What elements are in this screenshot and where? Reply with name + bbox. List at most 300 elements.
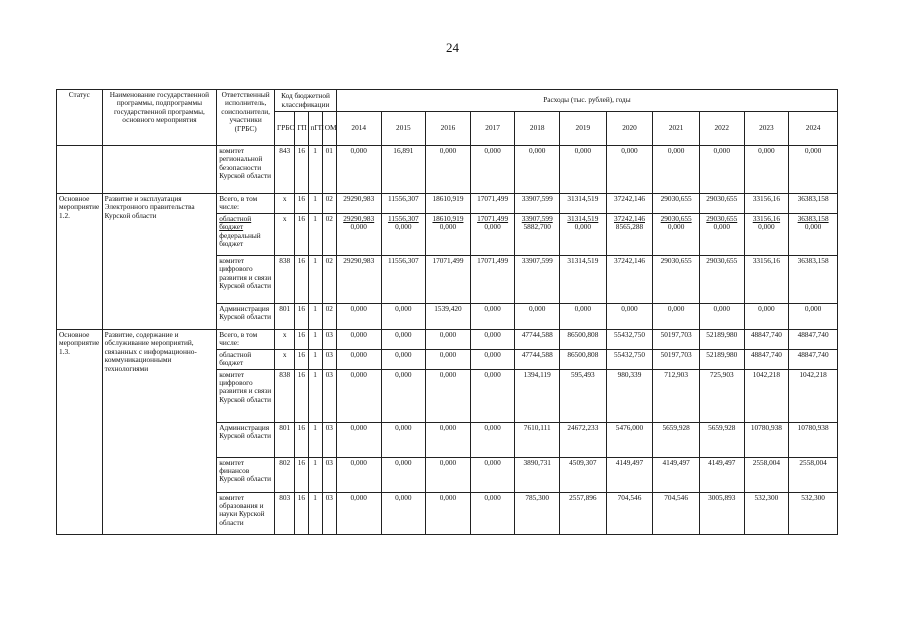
table-row: [57, 194, 838, 214]
amount-cell: [653, 369, 700, 422]
code-om-cell: 02: [322, 256, 336, 304]
amount-value: 0,000: [667, 304, 685, 313]
amount-value: 0,000: [395, 422, 412, 432]
amount-cell: [744, 369, 789, 422]
amount-value: 0,000: [439, 146, 457, 155]
header-responsible: Ответственный исполнитель, соисполнители, участники (ГРБС): [217, 90, 275, 146]
amount-value: 0,000: [395, 369, 412, 379]
amount-cell: [744, 422, 789, 457]
amount-cell: [336, 369, 381, 422]
amount-cell: [789, 492, 838, 534]
amount-value: 4149,497: [615, 457, 644, 467]
code-pgp-cell: 1: [308, 146, 322, 194]
amount-value: 33156,16: [752, 214, 781, 223]
amount-cell: [381, 349, 426, 369]
amount-cell: [699, 349, 744, 369]
amount-cell: [426, 330, 471, 350]
amount-cell: [744, 194, 789, 214]
amount-value: 0,000: [484, 457, 501, 467]
header-year: 2021: [653, 112, 700, 146]
code-gp-cell: 16: [295, 457, 308, 492]
amount-value: 0,000: [350, 492, 367, 502]
amount-value: 37242,146: [613, 194, 645, 203]
code-om-cell: 03: [322, 330, 336, 350]
amount-value: 37242,146: [613, 214, 645, 223]
amount-value: 18610,919: [432, 194, 464, 203]
amount-value: 4149,497: [708, 457, 736, 467]
amount-value-secondary: 8565,288: [615, 222, 644, 232]
amount-value: 532,300: [754, 492, 779, 502]
responsible-label: комитет финансов Курской области: [219, 457, 272, 484]
code-om-cell: 03: [322, 349, 336, 369]
code-pgp-cell: 1: [308, 457, 322, 492]
amount-cell: [426, 349, 471, 369]
code-grbs-cell: 802: [275, 457, 295, 492]
amount-cell: [606, 256, 653, 304]
amount-cell: [606, 422, 653, 457]
amount-value: 0,000: [439, 330, 457, 339]
amount-value: 29030,655: [660, 194, 692, 203]
amount-cell: [336, 214, 381, 256]
amount-value: 4509,307: [569, 457, 597, 467]
amount-value: 3005,893: [708, 492, 736, 502]
amount-value: 10780,938: [797, 422, 829, 432]
amount-value: 0,000: [621, 146, 638, 155]
amount-value: 29290,983: [343, 214, 375, 223]
amount-value-secondary: 0,000: [758, 222, 775, 232]
amount-value: 0,000: [484, 330, 501, 339]
amount-value: 48847,740: [750, 330, 782, 339]
amount-value: 712,903: [664, 369, 688, 379]
amount-value: 50197,703: [660, 330, 692, 339]
header-code-col: пГП: [308, 112, 322, 146]
amount-cell: [789, 457, 838, 492]
amount-cell: [336, 194, 381, 214]
amount-value: 0,000: [713, 146, 730, 155]
amount-cell: [789, 146, 838, 194]
amount-cell: [606, 492, 653, 534]
amount-cell: [336, 457, 381, 492]
amount-cell: [699, 256, 744, 304]
header-expenses: Расходы (тыс. рублей), годы: [336, 90, 837, 112]
amount-cell: [744, 304, 789, 330]
amount-value: 47744,588: [521, 349, 553, 359]
code-gp-cell: 16: [295, 349, 308, 369]
amount-value: 11556,307: [387, 214, 419, 223]
amount-cell: [653, 492, 700, 534]
code-pgp-cell: 1: [308, 256, 322, 304]
code-pgp-cell: 1: [308, 304, 322, 330]
code-gp-cell: 16: [295, 256, 308, 304]
amount-value: 86500,808: [567, 349, 599, 359]
amount-cell: [336, 422, 381, 457]
responsible-label: комитет образования и науки Курской области: [219, 492, 265, 527]
code-gp-cell: 16: [295, 369, 308, 422]
amount-value: 0,000: [350, 330, 367, 339]
amount-cell: [744, 256, 789, 304]
code-om-cell: 02: [322, 214, 336, 256]
amount-value: 0,000: [439, 369, 457, 379]
amount-value: 0,000: [484, 304, 501, 313]
amount-value: 5659,928: [708, 422, 736, 432]
responsible-cell: [217, 146, 275, 194]
amount-cell: [515, 214, 560, 256]
amount-value: 0,000: [395, 304, 412, 313]
header-year: 2024: [789, 112, 838, 146]
header-year: 2022: [699, 112, 744, 146]
amount-value-secondary: 0,000: [713, 222, 730, 232]
header-year: 2014: [336, 112, 381, 146]
code-gp-cell: 16: [295, 304, 308, 330]
amount-cell: [515, 146, 560, 194]
responsible-label: Администрация Курской области: [219, 422, 272, 440]
amount-cell: [426, 457, 471, 492]
amount-value: 0,000: [350, 457, 367, 467]
amount-cell: [606, 146, 653, 194]
amount-value: 2558,004: [799, 457, 827, 467]
amount-cell: [381, 457, 426, 492]
amount-value: 704,546: [617, 492, 642, 502]
amount-cell: [381, 194, 426, 214]
amount-cell: [336, 256, 381, 304]
amount-value: 0,000: [621, 304, 638, 313]
amount-cell: [606, 194, 653, 214]
amount-cell: [381, 214, 426, 256]
amount-cell: [470, 214, 515, 256]
code-om-cell: 02: [322, 304, 336, 330]
amount-value: 1042,218: [799, 369, 827, 379]
amount-value: 0,000: [484, 422, 501, 432]
amount-value-secondary: 0,000: [574, 222, 592, 232]
header-year: 2018: [515, 112, 560, 146]
responsible-cell: [217, 194, 275, 214]
amount-value: 2557,896: [569, 492, 597, 502]
amount-value: 0,000: [395, 349, 412, 359]
code-om-cell: 03: [322, 457, 336, 492]
amount-cell: [744, 214, 789, 256]
amount-cell: [470, 369, 515, 422]
code-om-cell: 03: [322, 369, 336, 422]
amount-value: 0,000: [439, 422, 457, 432]
amount-cell: [699, 194, 744, 214]
amount-value: 17071,499: [477, 214, 509, 223]
responsible-label: Всего, в том числе:: [219, 194, 258, 212]
amount-value: 0,000: [350, 146, 367, 155]
status-cell: [57, 146, 103, 194]
amount-value: 725,903: [709, 369, 734, 379]
amount-cell: [515, 304, 560, 330]
amount-value: 33907,599: [521, 194, 553, 203]
amount-cell: [426, 214, 471, 256]
header-year: 2016: [426, 112, 471, 146]
amount-cell: [560, 146, 607, 194]
amount-value: 1539,420: [434, 304, 462, 313]
responsible-cell: [217, 304, 275, 330]
status-cell: Основное мероприятие 1.2.: [57, 194, 103, 330]
amount-cell: [560, 304, 607, 330]
code-om-cell: 01: [322, 146, 336, 194]
code-gp-cell: 16: [295, 492, 308, 534]
amount-cell: [744, 349, 789, 369]
header-year: 2019: [560, 112, 607, 146]
amount-value-secondary: 0,000: [484, 222, 501, 232]
amount-cell: [470, 492, 515, 534]
amount-cell: [699, 330, 744, 350]
amount-value: 0,000: [529, 146, 546, 155]
amount-cell: [744, 457, 789, 492]
amount-cell: [653, 349, 700, 369]
amount-cell: [744, 146, 789, 194]
amount-cell: [560, 256, 607, 304]
amount-value: 7610,111: [523, 422, 551, 432]
table-row: [57, 330, 838, 350]
code-om-cell: 03: [322, 422, 336, 457]
amount-value: 29030,655: [706, 256, 738, 265]
amount-cell: [606, 457, 653, 492]
amount-value: 11556,307: [387, 194, 419, 203]
amount-cell: [426, 304, 471, 330]
amount-cell: [515, 369, 560, 422]
amount-cell: [789, 422, 838, 457]
amount-value: 29290,983: [343, 256, 375, 265]
amount-cell: [653, 422, 700, 457]
amount-value: 0,000: [758, 304, 775, 313]
responsible-label: областной бюджет: [219, 349, 252, 368]
amount-cell: [789, 256, 838, 304]
responsible-cell: [217, 349, 275, 369]
amount-value: 31314,519: [567, 194, 599, 203]
name-cell: Развитие, содержание и обслуживание мероприятий, связанных с информационно-коммуникационными технологиями: [102, 330, 217, 535]
amount-cell: [653, 330, 700, 350]
code-grbs-cell: 803: [275, 492, 295, 534]
amount-cell: [336, 304, 381, 330]
code-grbs-cell: 838: [275, 369, 295, 422]
code-om-cell: 03: [322, 492, 336, 534]
amount-value: 2558,004: [752, 457, 781, 467]
amount-value: 47744,588: [521, 330, 553, 339]
amount-cell: [744, 330, 789, 350]
code-grbs-cell: x: [275, 214, 295, 256]
amount-value: 0,000: [804, 146, 822, 155]
amount-value: 0,000: [350, 304, 367, 313]
amount-value: 52189,980: [706, 349, 738, 359]
responsible-label: Всего, в том числе:: [219, 330, 258, 348]
amount-cell: [606, 369, 653, 422]
amount-value: 595,493: [570, 369, 595, 379]
amount-value: 48847,740: [750, 349, 782, 359]
amount-value: 0,000: [574, 146, 592, 155]
amount-value-secondary: 5882,700: [523, 222, 551, 232]
responsible-label-secondary: федеральный бюджет: [219, 230, 261, 249]
amount-cell: [606, 214, 653, 256]
amount-cell: [560, 369, 607, 422]
amount-cell: [606, 349, 653, 369]
amount-value: 0,000: [758, 146, 775, 155]
header-year: 2015: [381, 112, 426, 146]
amount-cell: [560, 194, 607, 214]
amount-cell: [789, 194, 838, 214]
amount-cell: [381, 492, 426, 534]
amount-value-secondary: 0,000: [439, 222, 457, 232]
header-year: 2020: [606, 112, 653, 146]
amount-value: 36383,158: [797, 214, 829, 223]
amount-value: 33907,599: [521, 256, 553, 265]
amount-value: 33156,16: [752, 194, 781, 203]
amount-cell: [336, 330, 381, 350]
header-year: 2023: [744, 112, 789, 146]
amount-cell: [381, 146, 426, 194]
code-grbs-cell: x: [275, 330, 295, 350]
amount-value: 0,000: [529, 304, 546, 313]
amount-value: 17071,499: [477, 256, 509, 265]
amount-value: 0,000: [350, 349, 367, 359]
code-pgp-cell: 1: [308, 194, 322, 214]
amount-value-secondary: 0,000: [350, 222, 367, 232]
amount-value-secondary: 0,000: [804, 222, 822, 232]
amount-value-secondary: 0,000: [667, 222, 685, 232]
code-grbs-cell: 843: [275, 146, 295, 194]
amount-cell: [336, 146, 381, 194]
amount-cell: [426, 369, 471, 422]
amount-value: 52189,980: [706, 330, 738, 339]
header-name: Наименование государственной программы, подпрограммы государственной программы, основного мероприятия: [102, 90, 217, 146]
amount-cell: [560, 330, 607, 350]
amount-cell: [470, 422, 515, 457]
responsible-label: комитет региональной безопасности Курской области: [219, 146, 272, 181]
amount-cell: [426, 422, 471, 457]
responsible-label: комитет цифрового развития и связи Курской области: [219, 256, 272, 291]
amount-value: 0,000: [713, 304, 730, 313]
amount-cell: [426, 146, 471, 194]
page-number: 24: [446, 40, 459, 55]
header-code: Код бюджетной классификации: [275, 90, 337, 112]
amount-cell: [699, 304, 744, 330]
amount-value: 24672,233: [567, 422, 599, 432]
amount-cell: [336, 492, 381, 534]
amount-value: 0,000: [484, 492, 501, 502]
amount-value: 0,000: [484, 146, 501, 155]
amount-value: 0,000: [667, 146, 685, 155]
name-cell: [102, 146, 217, 194]
code-pgp-cell: 1: [308, 492, 322, 534]
code-grbs-cell: x: [275, 194, 295, 214]
amount-cell: [515, 492, 560, 534]
amount-value: 29030,655: [706, 214, 738, 223]
amount-value: 37242,146: [613, 256, 645, 265]
responsible-label: областной бюджет: [219, 214, 252, 232]
code-gp-cell: 16: [295, 146, 308, 194]
code-grbs-cell: 838: [275, 256, 295, 304]
amount-value: 31314,519: [567, 214, 599, 223]
responsible-cell: [217, 369, 275, 422]
amount-value: 5476,000: [615, 422, 644, 432]
amount-value: 33907,599: [521, 214, 553, 223]
amount-cell: [470, 330, 515, 350]
amount-cell: [653, 256, 700, 304]
amount-value: 0,000: [484, 369, 501, 379]
code-gp-cell: 16: [295, 330, 308, 350]
amount-cell: [653, 457, 700, 492]
amount-cell: [789, 214, 838, 256]
amount-value: 5659,928: [662, 422, 690, 432]
header-code-col: ОМ: [322, 112, 336, 146]
amount-value: 10780,938: [750, 422, 782, 432]
amount-cell: [426, 194, 471, 214]
amount-value: 0,000: [395, 330, 412, 339]
amount-value: 785,300: [525, 492, 550, 502]
amount-cell: [470, 194, 515, 214]
code-gp-cell: 16: [295, 194, 308, 214]
amount-cell: [699, 422, 744, 457]
amount-value: 4149,497: [662, 457, 690, 467]
amount-cell: [744, 492, 789, 534]
amount-value: 86500,808: [567, 330, 599, 339]
amount-value: 704,546: [664, 492, 688, 502]
amount-cell: [606, 304, 653, 330]
header-code-col: ГП: [295, 112, 308, 146]
code-grbs-cell: 801: [275, 304, 295, 330]
amount-cell: [426, 256, 471, 304]
responsible-cell: [217, 256, 275, 304]
header-code-col: ГРБС: [275, 112, 295, 146]
amount-cell: [470, 457, 515, 492]
amount-value: 48847,740: [797, 330, 829, 339]
amount-cell: [560, 422, 607, 457]
amount-value: 3890,731: [523, 457, 551, 467]
amount-cell: [653, 194, 700, 214]
code-pgp-cell: 1: [308, 214, 322, 256]
amount-cell: [515, 194, 560, 214]
amount-value: 55432,750: [613, 330, 645, 339]
code-pgp-cell: 1: [308, 330, 322, 350]
responsible-cell: [217, 214, 275, 256]
amount-cell: [699, 492, 744, 534]
amount-cell: [699, 214, 744, 256]
amount-cell: [653, 214, 700, 256]
amount-value: 0,000: [350, 422, 367, 432]
amount-cell: [515, 256, 560, 304]
amount-value: 36383,158: [797, 194, 829, 203]
amount-cell: [470, 304, 515, 330]
amount-cell: [560, 214, 607, 256]
amount-value: 0,000: [395, 492, 412, 502]
amount-cell: [515, 349, 560, 369]
amount-cell: [653, 304, 700, 330]
name-cell: Развитие и эксплуатация Электронного правительства Курской области: [102, 194, 217, 330]
amount-cell: [470, 146, 515, 194]
amount-cell: [336, 349, 381, 369]
amount-value: 18610,919: [432, 214, 464, 223]
amount-cell: [515, 457, 560, 492]
amount-value: 50197,703: [660, 349, 692, 359]
amount-cell: [381, 330, 426, 350]
amount-cell: [699, 146, 744, 194]
amount-value: 29030,655: [660, 256, 692, 265]
amount-cell: [381, 256, 426, 304]
amount-cell: [789, 330, 838, 350]
amount-cell: [515, 422, 560, 457]
responsible-label: комитет цифрового развития и связи Курской области: [219, 369, 272, 404]
code-pgp-cell: 1: [308, 422, 322, 457]
amount-value: 17071,499: [477, 194, 509, 203]
amount-cell: [789, 304, 838, 330]
amount-value: 55432,750: [613, 349, 645, 359]
amount-value: 0,000: [439, 349, 457, 359]
code-gp-cell: 16: [295, 214, 308, 256]
amount-value: 0,000: [350, 369, 367, 379]
amount-cell: [381, 369, 426, 422]
responsible-label: Администрация Курской области: [219, 304, 272, 322]
